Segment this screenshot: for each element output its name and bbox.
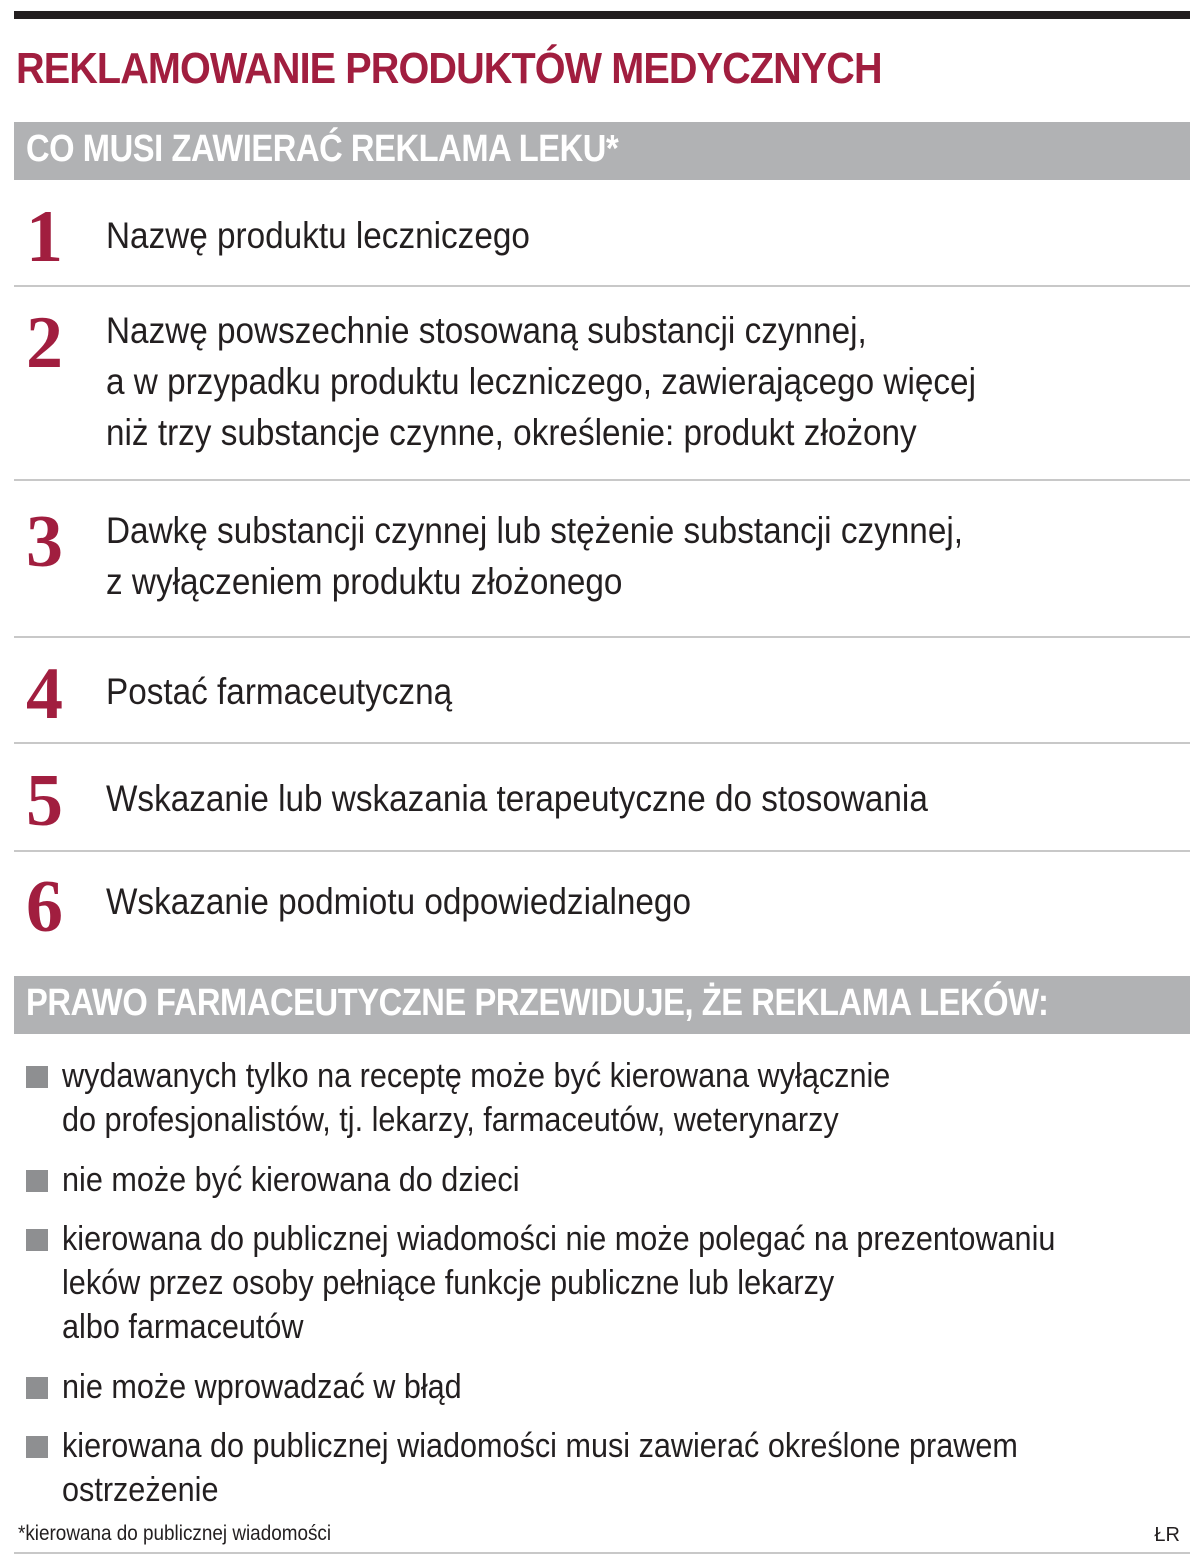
item-text: Dawkę substancji czynnej lub stężenie substancji czynnej, z wyłączeniem produktu złożonego <box>106 510 963 602</box>
item-number: 1 <box>26 196 63 278</box>
square-bullet-icon <box>26 1436 48 1458</box>
item-text: Nazwę produktu leczniczego <box>106 215 530 256</box>
page-title: REKLAMOWANIE PRODUKTÓW MEDYCZNYCH <box>16 44 882 93</box>
divider <box>14 742 1190 744</box>
item-number: 6 <box>26 866 63 948</box>
divider <box>14 636 1190 638</box>
square-bullet-icon <box>26 1377 48 1399</box>
divider <box>14 479 1190 481</box>
section-heading: CO MUSI ZAWIERAĆ REKLAMA LEKU* <box>26 128 619 170</box>
square-bullet-icon <box>26 1170 48 1192</box>
top-rule <box>14 11 1190 19</box>
square-bullet-icon <box>26 1229 48 1251</box>
square-bullet-icon <box>26 1066 48 1088</box>
section-heading-bar <box>14 122 1190 180</box>
section-heading-bar <box>14 976 1190 1034</box>
section-heading: PRAWO FARMACEUTYCZNE PRZEWIDUJE, ŻE REKLAMA LEKÓW: <box>26 982 1049 1024</box>
bullet-text: nie może wprowadzać w błąd <box>62 1368 462 1406</box>
bullet-text: nie może być kierowana do dzieci <box>62 1161 520 1199</box>
item-text: Wskazanie lub wskazania terapeutyczne do stosowania <box>106 778 928 819</box>
footnote: *kierowana do publicznej wiadomości <box>18 1522 332 1545</box>
item-number: 5 <box>26 760 63 842</box>
author-credit: ŁR <box>1154 1524 1180 1546</box>
item-number: 4 <box>26 653 63 735</box>
item-number: 2 <box>26 302 63 384</box>
divider <box>14 850 1190 852</box>
divider <box>14 285 1190 287</box>
item-number: 3 <box>26 501 63 583</box>
bullet-text: kierowana do publicznej wiadomości musi zawierać określone prawem ostrzeżenie <box>62 1427 1018 1509</box>
item-text: Postać farmaceutyczną <box>106 671 453 712</box>
bullet-text: kierowana do publicznej wiadomości nie może polegać na prezentowaniu leków przez osoby pełniące funkcje publiczne lub lekarzy albo farmaceutów <box>62 1220 1056 1346</box>
bullet-text: wydawanych tylko na receptę może być kierowana wyłącznie do profesjonalistów, tj. lekarzy, farmaceutów, weterynarzy <box>62 1057 891 1139</box>
bottom-rule <box>14 1552 1190 1554</box>
item-text: Nazwę powszechnie stosowaną substancji czynnej, a w przypadku produktu leczniczego, zawierającego więcej niż trzy substancje czynne, określenie: produkt złożony <box>106 310 976 453</box>
item-text: Wskazanie podmiotu odpowiedzialnego <box>106 881 691 922</box>
